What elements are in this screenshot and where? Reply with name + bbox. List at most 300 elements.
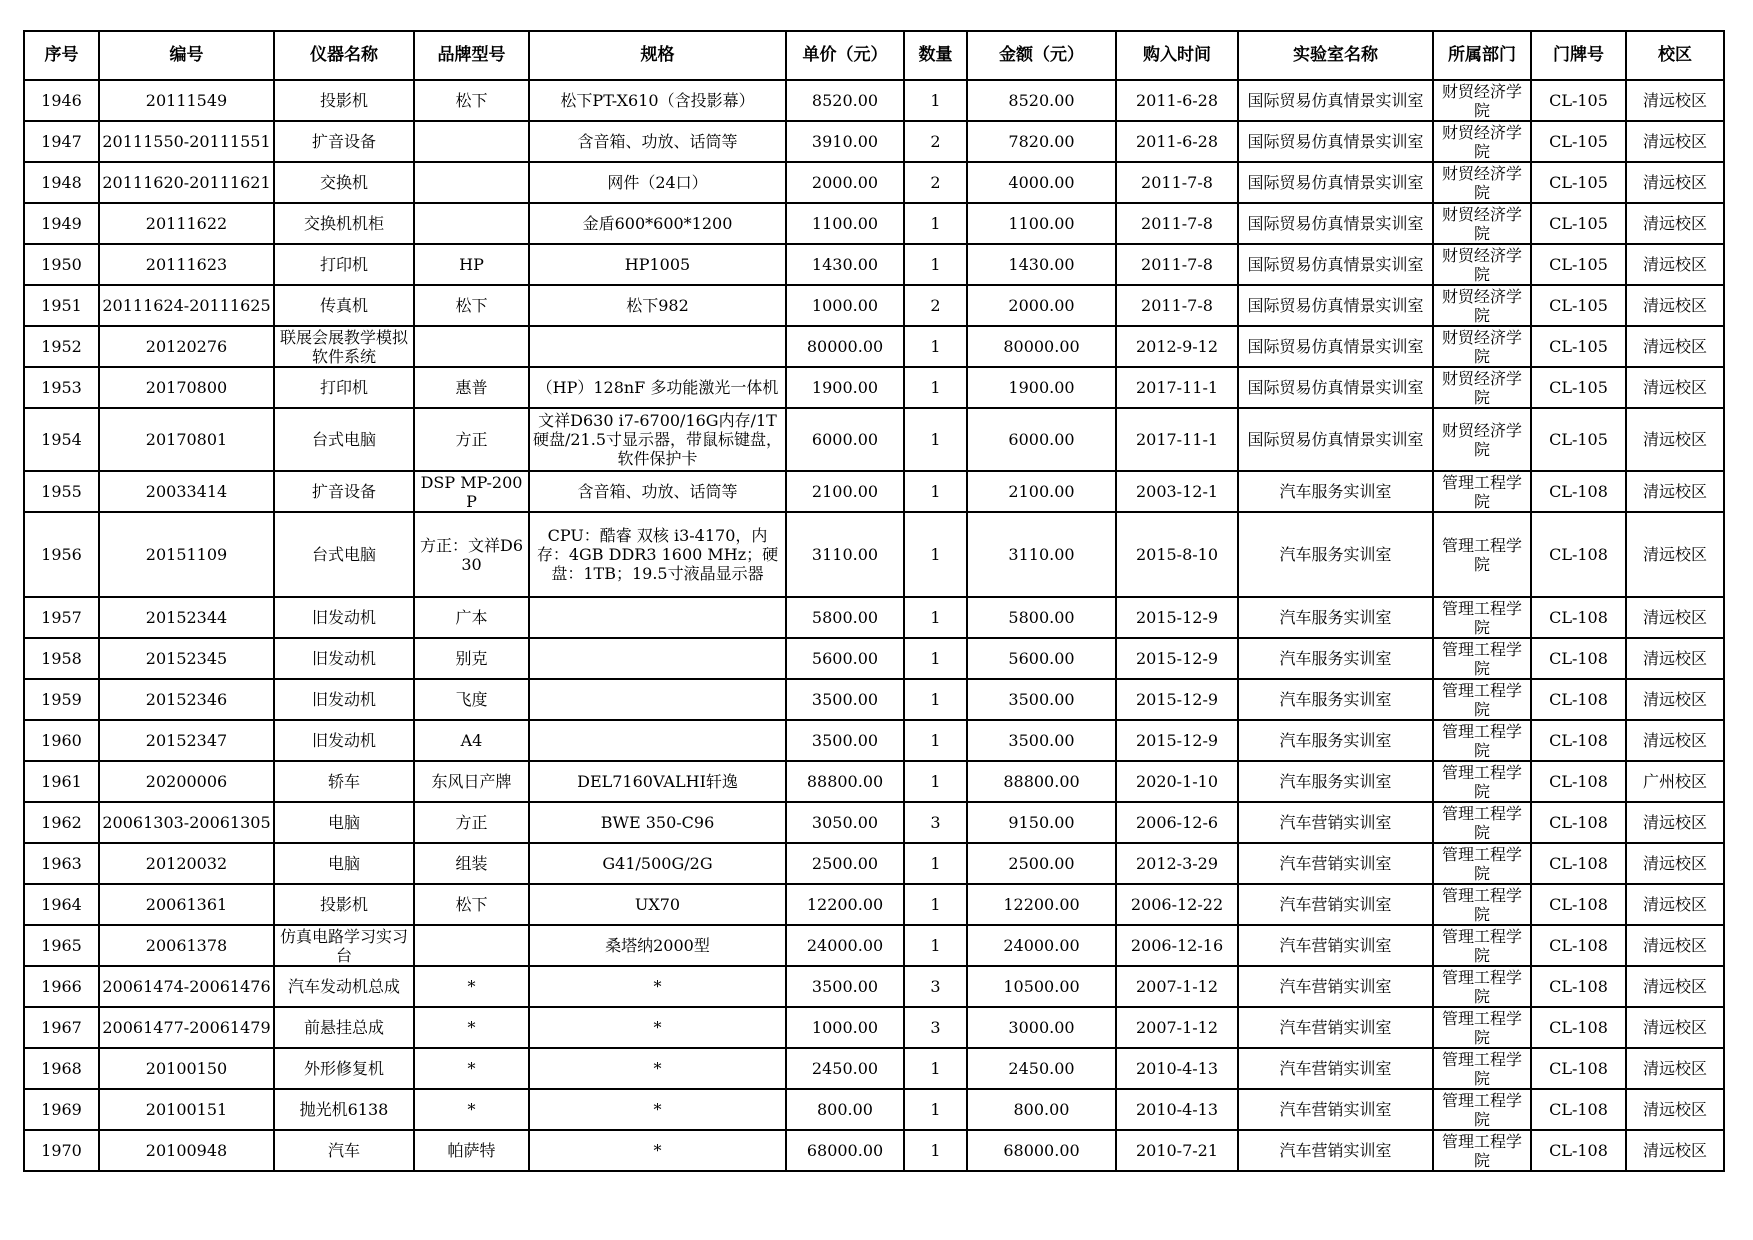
amount-cell: 4000.00 — [967, 162, 1116, 203]
instrument-name-cell — [274, 884, 414, 925]
table-row — [24, 1089, 1724, 1130]
lab-name-text: 汽车营销实训室 — [1279, 895, 1392, 914]
department-cell — [1433, 1048, 1531, 1089]
campus-cell: 清远校区 — [1626, 203, 1724, 244]
asset-no-cell: 20061477-20061479 — [99, 1007, 274, 1048]
brand-model-cell — [414, 720, 529, 761]
brand-model-cell — [414, 162, 529, 203]
unit-price-cell: 3110.00 — [786, 512, 904, 597]
index-cell: 1947 — [24, 121, 99, 162]
col-header-department: 所属部门 — [1433, 31, 1531, 80]
campus-cell: 清远校区 — [1626, 597, 1724, 638]
room-no-cell: CL-105 — [1531, 203, 1626, 244]
department-cell — [1433, 679, 1531, 720]
quantity-cell: 1 — [904, 925, 967, 966]
spec-cell — [529, 1089, 786, 1130]
department-text: 财贸经济学院 — [1441, 245, 1522, 284]
campus-cell: 清远校区 — [1626, 966, 1724, 1007]
room-no-cell: CL-105 — [1531, 408, 1626, 471]
amount-cell: 88800.00 — [967, 761, 1116, 802]
index-cell: 1963 — [24, 843, 99, 884]
asset-no-cell: 20111550-20111551 — [99, 121, 274, 162]
brand-model-cell — [414, 761, 529, 802]
amount-cell: 3000.00 — [967, 1007, 1116, 1048]
room-no-cell: CL-108 — [1531, 966, 1626, 1007]
campus-cell: 清远校区 — [1626, 285, 1724, 326]
purchase-date-cell: 2015-12-9 — [1116, 679, 1238, 720]
instrument-name-text: 电脑 — [327, 813, 360, 832]
spec-cell — [529, 203, 786, 244]
amount-cell: 10500.00 — [967, 966, 1116, 1007]
lab-name-cell — [1238, 720, 1433, 761]
room-no-cell: CL-108 — [1531, 884, 1626, 925]
purchase-date-cell: 2017-11-1 — [1116, 408, 1238, 471]
purchase-date-cell: 2020-1-10 — [1116, 761, 1238, 802]
lab-name-text: 汽车服务实训室 — [1279, 690, 1392, 709]
lab-name-text: 汽车服务实训室 — [1279, 608, 1392, 627]
instrument-name-cell — [274, 471, 414, 512]
department-cell — [1433, 408, 1531, 471]
instrument-name-text: 投影机 — [319, 91, 368, 110]
brand-model-cell — [414, 285, 529, 326]
amount-cell: 2450.00 — [967, 1048, 1116, 1089]
department-text: 财贸经济学院 — [1441, 327, 1522, 366]
spec-cell — [529, 285, 786, 326]
instrument-name-cell — [274, 408, 414, 471]
department-cell — [1433, 966, 1531, 1007]
lab-name-cell — [1238, 1130, 1433, 1171]
room-no-cell: CL-108 — [1531, 1007, 1626, 1048]
brand-model-cell — [414, 121, 529, 162]
brand-model-text: 方正：文祥D630 — [419, 535, 523, 574]
lab-name-cell — [1238, 244, 1433, 285]
brand-model-cell — [414, 925, 529, 966]
department-text: 管理工程学院 — [1441, 1049, 1522, 1088]
asset-no-cell: 20111624-20111625 — [99, 285, 274, 326]
lab-name-text: 汽车服务实训室 — [1279, 545, 1392, 564]
department-cell — [1433, 720, 1531, 761]
lab-name-text: 汽车服务实训室 — [1279, 772, 1392, 791]
col-header-purchase-date: 购入时间 — [1116, 31, 1238, 80]
campus-cell: 清远校区 — [1626, 1007, 1724, 1048]
table-row — [24, 1048, 1724, 1089]
unit-price-cell: 80000.00 — [786, 326, 904, 367]
asset-no-cell: 20100948 — [99, 1130, 274, 1171]
table-row — [24, 367, 1724, 408]
quantity-cell: 1 — [904, 679, 967, 720]
instrument-name-cell — [274, 679, 414, 720]
amount-cell: 7820.00 — [967, 121, 1116, 162]
lab-name-text: 国际贸易仿真情景实训室 — [1247, 132, 1424, 151]
instrument-name-cell — [274, 162, 414, 203]
asset-no-cell: 20100150 — [99, 1048, 274, 1089]
table-row — [24, 285, 1724, 326]
brand-model-text: * — [467, 1018, 476, 1037]
table-row — [24, 802, 1724, 843]
brand-model-text: 方正 — [455, 813, 488, 832]
instrument-name-text: 旧发动机 — [311, 649, 376, 668]
unit-price-cell: 1000.00 — [786, 285, 904, 326]
amount-cell: 1100.00 — [967, 203, 1116, 244]
department-text: 管理工程学院 — [1441, 598, 1522, 637]
instrument-name-cell — [274, 966, 414, 1007]
purchase-date-cell: 2015-12-9 — [1116, 597, 1238, 638]
department-text: 管理工程学院 — [1441, 762, 1522, 801]
department-cell — [1433, 597, 1531, 638]
amount-cell: 3110.00 — [967, 512, 1116, 597]
quantity-cell: 2 — [904, 285, 967, 326]
campus-cell: 清远校区 — [1626, 638, 1724, 679]
quantity-cell: 1 — [904, 244, 967, 285]
instrument-name-text: 电脑 — [327, 854, 360, 873]
lab-name-cell — [1238, 1089, 1433, 1130]
table-row — [24, 203, 1724, 244]
purchase-date-cell: 2012-9-12 — [1116, 326, 1238, 367]
department-cell — [1433, 512, 1531, 597]
table-row — [24, 966, 1724, 1007]
instrument-name-text: 旧发动机 — [311, 731, 376, 750]
lab-name-text: 汽车营销实训室 — [1279, 977, 1392, 996]
spec-text: G41/500G/2G — [602, 854, 713, 873]
lab-name-cell — [1238, 679, 1433, 720]
spec-text: * — [653, 1100, 662, 1119]
lab-name-text: 汽车营销实训室 — [1279, 1018, 1392, 1037]
purchase-date-cell: 2011-6-28 — [1116, 121, 1238, 162]
index-cell: 1961 — [24, 761, 99, 802]
instrument-name-cell — [274, 80, 414, 121]
unit-price-cell: 6000.00 — [786, 408, 904, 471]
lab-name-text: 国际贸易仿真情景实训室 — [1247, 337, 1424, 356]
index-cell: 1949 — [24, 203, 99, 244]
instrument-name-text: 台式电脑 — [311, 545, 376, 564]
instrument-name-text: 旧发动机 — [311, 690, 376, 709]
department-text: 财贸经济学院 — [1441, 204, 1522, 243]
amount-cell: 1430.00 — [967, 244, 1116, 285]
department-text: 管理工程学院 — [1441, 535, 1522, 574]
spec-text: * — [653, 977, 662, 996]
room-no-cell: CL-105 — [1531, 162, 1626, 203]
department-text: 管理工程学院 — [1441, 472, 1522, 511]
brand-model-text: 帕萨特 — [447, 1141, 496, 1160]
department-cell — [1433, 244, 1531, 285]
spec-cell — [529, 1130, 786, 1171]
lab-name-cell — [1238, 761, 1433, 802]
amount-cell: 8520.00 — [967, 80, 1116, 121]
campus-cell: 清远校区 — [1626, 1089, 1724, 1130]
instrument-name-cell — [274, 1130, 414, 1171]
index-cell: 1964 — [24, 884, 99, 925]
room-no-cell: CL-105 — [1531, 121, 1626, 162]
quantity-cell: 1 — [904, 408, 967, 471]
purchase-date-cell: 2007-1-12 — [1116, 966, 1238, 1007]
room-no-cell: CL-108 — [1531, 720, 1626, 761]
brand-model-text: DSP MP-200P — [420, 472, 523, 511]
campus-cell: 清远校区 — [1626, 512, 1724, 597]
lab-name-cell — [1238, 326, 1433, 367]
campus-cell: 清远校区 — [1626, 367, 1724, 408]
index-cell: 1965 — [24, 925, 99, 966]
spec-text: （HP）128nF 多功能激光一体机 — [536, 378, 779, 397]
brand-model-text: 别克 — [455, 649, 488, 668]
spec-text: HP1005 — [624, 255, 691, 274]
campus-cell: 清远校区 — [1626, 80, 1724, 121]
quantity-cell: 1 — [904, 203, 967, 244]
department-text: 管理工程学院 — [1441, 967, 1522, 1006]
department-text: 管理工程学院 — [1441, 1131, 1522, 1170]
quantity-cell: 1 — [904, 80, 967, 121]
lab-name-cell — [1238, 1048, 1433, 1089]
department-cell — [1433, 761, 1531, 802]
instrument-name-cell — [274, 802, 414, 843]
spec-cell — [529, 162, 786, 203]
purchase-date-cell: 2007-1-12 — [1116, 1007, 1238, 1048]
unit-price-cell: 2450.00 — [786, 1048, 904, 1089]
col-header-campus: 校区 — [1626, 31, 1724, 80]
quantity-cell: 1 — [904, 884, 967, 925]
department-cell — [1433, 884, 1531, 925]
purchase-date-cell: 2015-12-9 — [1116, 720, 1238, 761]
index-cell: 1955 — [24, 471, 99, 512]
lab-name-text: 国际贸易仿真情景实训室 — [1247, 173, 1424, 192]
brand-model-text: HP — [459, 255, 484, 274]
amount-cell: 3500.00 — [967, 720, 1116, 761]
room-no-cell: CL-105 — [1531, 244, 1626, 285]
instrument-name-text: 台式电脑 — [311, 430, 376, 449]
table-row — [24, 1130, 1724, 1171]
brand-model-text: 广本 — [455, 608, 488, 627]
table-row — [24, 843, 1724, 884]
purchase-date-cell: 2015-8-10 — [1116, 512, 1238, 597]
unit-price-cell: 3500.00 — [786, 679, 904, 720]
table-row — [24, 597, 1724, 638]
table-body — [24, 80, 1724, 1171]
campus-cell: 清远校区 — [1626, 162, 1724, 203]
instrument-name-text: 抛光机6138 — [299, 1100, 389, 1119]
unit-price-cell: 1430.00 — [786, 244, 904, 285]
asset-no-cell: 20111549 — [99, 80, 274, 121]
room-no-cell: CL-108 — [1531, 597, 1626, 638]
department-cell — [1433, 121, 1531, 162]
index-cell: 1953 — [24, 367, 99, 408]
purchase-date-cell: 2011-7-8 — [1116, 285, 1238, 326]
unit-price-cell: 2000.00 — [786, 162, 904, 203]
campus-cell: 清远校区 — [1626, 1130, 1724, 1171]
amount-cell: 800.00 — [967, 1089, 1116, 1130]
asset-no-cell: 20120032 — [99, 843, 274, 884]
brand-model-cell — [414, 679, 529, 720]
department-cell — [1433, 162, 1531, 203]
campus-cell: 清远校区 — [1626, 244, 1724, 285]
brand-model-text: 松下 — [455, 296, 488, 315]
spec-cell — [529, 1007, 786, 1048]
index-cell: 1968 — [24, 1048, 99, 1089]
spec-text: 金盾600*600*1200 — [582, 214, 733, 233]
amount-cell: 5600.00 — [967, 638, 1116, 679]
table-row — [24, 244, 1724, 285]
brand-model-text: * — [467, 977, 476, 996]
asset-no-cell: 20033414 — [99, 471, 274, 512]
room-no-cell: CL-105 — [1531, 285, 1626, 326]
purchase-date-cell: 2006-12-6 — [1116, 802, 1238, 843]
unit-price-cell: 12200.00 — [786, 884, 904, 925]
brand-model-text: 松下 — [455, 91, 488, 110]
lab-name-text: 汽车营销实训室 — [1279, 936, 1392, 955]
asset-no-cell: 20061361 — [99, 884, 274, 925]
brand-model-cell — [414, 1048, 529, 1089]
room-no-cell: CL-108 — [1531, 638, 1626, 679]
instrument-name-text: 前悬挂总成 — [303, 1018, 384, 1037]
room-no-cell: CL-108 — [1531, 1130, 1626, 1171]
asset-no-cell: 20152347 — [99, 720, 274, 761]
room-no-cell: CL-108 — [1531, 761, 1626, 802]
instrument-name-text: 传真机 — [319, 296, 368, 315]
index-cell: 1957 — [24, 597, 99, 638]
index-cell: 1966 — [24, 966, 99, 1007]
spec-text: 松下PT-X610（含投影幕） — [560, 91, 755, 110]
col-header-spec: 规格 — [529, 31, 786, 80]
instrument-name-cell — [274, 638, 414, 679]
table-row — [24, 761, 1724, 802]
department-cell — [1433, 203, 1531, 244]
lab-name-cell — [1238, 162, 1433, 203]
lab-name-text: 汽车营销实训室 — [1279, 813, 1392, 832]
lab-name-text: 汽车服务实训室 — [1279, 482, 1392, 501]
lab-name-text: 国际贸易仿真情景实训室 — [1247, 296, 1424, 315]
unit-price-cell: 3910.00 — [786, 121, 904, 162]
quantity-cell: 1 — [904, 761, 967, 802]
lab-name-cell — [1238, 925, 1433, 966]
spec-cell — [529, 925, 786, 966]
unit-price-cell: 1000.00 — [786, 1007, 904, 1048]
asset-no-cell: 20111623 — [99, 244, 274, 285]
brand-model-cell — [414, 638, 529, 679]
department-text: 财贸经济学院 — [1441, 420, 1522, 459]
brand-model-cell — [414, 884, 529, 925]
spec-cell — [529, 512, 786, 597]
department-cell — [1433, 802, 1531, 843]
col-header-brand-model: 品牌型号 — [414, 31, 529, 80]
brand-model-cell — [414, 1089, 529, 1130]
amount-cell: 2000.00 — [967, 285, 1116, 326]
lab-name-cell — [1238, 512, 1433, 597]
spec-cell — [529, 679, 786, 720]
amount-cell: 2100.00 — [967, 471, 1116, 512]
index-cell: 1948 — [24, 162, 99, 203]
spec-cell — [529, 326, 786, 367]
quantity-cell: 1 — [904, 326, 967, 367]
spec-text: CPU：酷睿 双核 i3-4170，内存：4GB DDR3 1600 MHz；硬盘：1TB；19.5寸液晶显示器 — [536, 526, 779, 583]
purchase-date-cell: 2006-12-22 — [1116, 884, 1238, 925]
col-header-room-no: 门牌号 — [1531, 31, 1626, 80]
lab-name-text: 汽车营销实训室 — [1279, 1100, 1392, 1119]
spec-cell — [529, 244, 786, 285]
purchase-date-cell: 2011-7-8 — [1116, 162, 1238, 203]
quantity-cell: 2 — [904, 162, 967, 203]
purchase-date-cell: 2017-11-1 — [1116, 367, 1238, 408]
spec-text: 网件（24口） — [607, 173, 708, 192]
col-header-asset-no: 编号 — [99, 31, 274, 80]
spec-cell — [529, 367, 786, 408]
spec-cell — [529, 720, 786, 761]
lab-name-text: 汽车营销实训室 — [1279, 854, 1392, 873]
header-row — [24, 31, 1724, 80]
brand-model-text: 组装 — [455, 854, 488, 873]
spec-cell — [529, 966, 786, 1007]
lab-name-cell — [1238, 597, 1433, 638]
campus-cell: 清远校区 — [1626, 884, 1724, 925]
brand-model-text: A4 — [460, 731, 483, 750]
purchase-date-cell: 2011-6-28 — [1116, 80, 1238, 121]
table-row — [24, 925, 1724, 966]
table-row — [24, 679, 1724, 720]
quantity-cell: 1 — [904, 597, 967, 638]
room-no-cell: CL-108 — [1531, 1048, 1626, 1089]
asset-no-cell: 20200006 — [99, 761, 274, 802]
department-text: 管理工程学院 — [1441, 926, 1522, 965]
instrument-name-text: 交换机 — [319, 173, 368, 192]
brand-model-cell — [414, 367, 529, 408]
quantity-cell: 3 — [904, 1007, 967, 1048]
campus-cell: 清远校区 — [1626, 720, 1724, 761]
lab-name-text: 国际贸易仿真情景实训室 — [1247, 214, 1424, 233]
spec-text: BWE 350-C96 — [600, 813, 715, 832]
index-cell: 1970 — [24, 1130, 99, 1171]
quantity-cell: 3 — [904, 966, 967, 1007]
amount-cell: 3500.00 — [967, 679, 1116, 720]
quantity-cell: 1 — [904, 1130, 967, 1171]
asset-no-cell: 20152344 — [99, 597, 274, 638]
department-cell — [1433, 638, 1531, 679]
col-header-unit-price: 单价（元） — [786, 31, 904, 80]
unit-price-cell: 8520.00 — [786, 80, 904, 121]
table-row — [24, 408, 1724, 471]
index-cell: 1958 — [24, 638, 99, 679]
room-no-cell: CL-105 — [1531, 80, 1626, 121]
spec-text: 含音箱、功放、话筒等 — [577, 482, 738, 501]
unit-price-cell: 5800.00 — [786, 597, 904, 638]
instrument-name-cell — [274, 1048, 414, 1089]
purchase-date-cell: 2015-12-9 — [1116, 638, 1238, 679]
instrument-name-text: 扩音设备 — [311, 132, 376, 151]
campus-cell: 清远校区 — [1626, 1048, 1724, 1089]
col-header-quantity: 数量 — [904, 31, 967, 80]
spec-cell — [529, 408, 786, 471]
department-cell — [1433, 1130, 1531, 1171]
instrument-name-cell — [274, 244, 414, 285]
table-row — [24, 884, 1724, 925]
instrument-name-text: 外形修复机 — [303, 1059, 384, 1078]
unit-price-cell: 3050.00 — [786, 802, 904, 843]
instrument-name-text: 轿车 — [327, 772, 360, 791]
brand-model-cell — [414, 597, 529, 638]
department-cell — [1433, 80, 1531, 121]
instrument-name-text: 扩音设备 — [311, 482, 376, 501]
department-text: 管理工程学院 — [1441, 1008, 1522, 1047]
index-cell: 1969 — [24, 1089, 99, 1130]
spec-cell — [529, 471, 786, 512]
asset-no-cell: 20170801 — [99, 408, 274, 471]
unit-price-cell: 800.00 — [786, 1089, 904, 1130]
table-row — [24, 512, 1724, 597]
purchase-date-cell: 2006-12-16 — [1116, 925, 1238, 966]
instrument-name-cell — [274, 203, 414, 244]
unit-price-cell: 1900.00 — [786, 367, 904, 408]
room-no-cell: CL-108 — [1531, 843, 1626, 884]
spec-text: 松下982 — [626, 296, 689, 315]
amount-cell: 1900.00 — [967, 367, 1116, 408]
lab-name-cell — [1238, 203, 1433, 244]
instrument-name-cell — [274, 285, 414, 326]
